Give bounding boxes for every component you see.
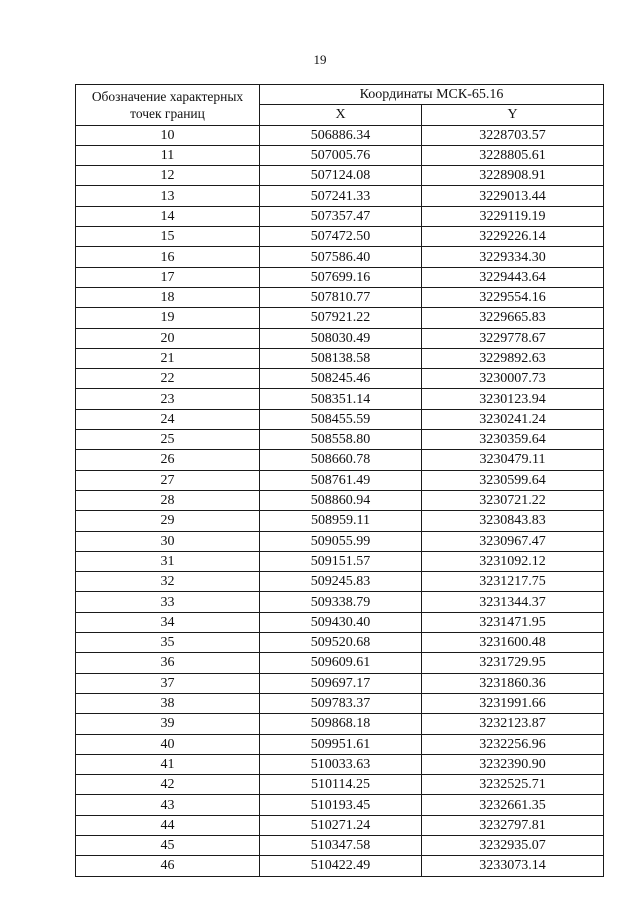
x-coordinate-cell: 507586.40 (260, 247, 422, 267)
table-row (76, 551, 604, 571)
y-coordinate-cell: 3229778.67 (422, 328, 604, 348)
y-coordinate-cell: 3231600.48 (422, 633, 604, 653)
point-number-cell: 36 (76, 653, 260, 673)
x-coordinate-cell: 509520.68 (260, 633, 422, 653)
table-row (76, 693, 604, 713)
point-number-cell: 29 (76, 511, 260, 531)
y-coordinate-cell: 3232525.71 (422, 775, 604, 795)
point-number-cell: 34 (76, 612, 260, 632)
x-coordinate-cell: 509783.37 (260, 693, 422, 713)
point-number-cell: 35 (76, 633, 260, 653)
y-coordinate-cell: 3230843.83 (422, 511, 604, 531)
x-coordinate-cell: 509697.17 (260, 673, 422, 693)
table-row (76, 815, 604, 835)
point-number-cell: 17 (76, 267, 260, 287)
table-row (76, 186, 604, 206)
table-row (76, 714, 604, 734)
y-coordinate-cell: 3231860.36 (422, 673, 604, 693)
table-row (76, 795, 604, 815)
y-coordinate-cell: 3230359.64 (422, 430, 604, 450)
y-coordinate-cell: 3232123.87 (422, 714, 604, 734)
table-row (76, 389, 604, 409)
y-coordinate-cell: 3229554.16 (422, 287, 604, 307)
table-row (76, 470, 604, 490)
y-coordinate-cell: 3230007.73 (422, 369, 604, 389)
y-coordinate-cell: 3228703.57 (422, 125, 604, 145)
y-coordinate-cell: 3229665.83 (422, 308, 604, 328)
table-row (76, 572, 604, 592)
x-coordinate-cell: 507357.47 (260, 206, 422, 226)
table-row (76, 308, 604, 328)
point-number-cell: 32 (76, 572, 260, 592)
y-coordinate-cell: 3228908.91 (422, 166, 604, 186)
x-coordinate-cell: 509055.99 (260, 531, 422, 551)
table-body (76, 125, 604, 876)
x-coordinate-cell: 508860.94 (260, 490, 422, 510)
point-number-cell: 44 (76, 815, 260, 835)
y-coordinate-cell: 3230721.22 (422, 490, 604, 510)
x-coordinate-cell: 508761.49 (260, 470, 422, 490)
point-number-cell: 27 (76, 470, 260, 490)
point-number-cell: 38 (76, 693, 260, 713)
y-coordinate-cell: 3230479.11 (422, 450, 604, 470)
table-row (76, 125, 604, 145)
y-coordinate-cell: 3231729.95 (422, 653, 604, 673)
coordinates-header: Координаты МСК-65.16 (260, 85, 604, 105)
x-coordinate-cell: 509245.83 (260, 572, 422, 592)
x-coordinate-cell: 508959.11 (260, 511, 422, 531)
point-number-cell: 11 (76, 145, 260, 165)
table-row (76, 409, 604, 429)
y-coordinate-cell: 3229892.63 (422, 348, 604, 368)
table-row (76, 835, 604, 855)
point-number-cell: 22 (76, 369, 260, 389)
x-coordinate-cell: 510193.45 (260, 795, 422, 815)
y-coordinate-cell: 3231991.66 (422, 693, 604, 713)
point-number-cell: 39 (76, 714, 260, 734)
x-coordinate-cell: 508660.78 (260, 450, 422, 470)
x-coordinate-cell: 508455.59 (260, 409, 422, 429)
coordinates-table (75, 84, 604, 877)
point-number-cell: 18 (76, 287, 260, 307)
x-coordinate-cell: 510422.49 (260, 856, 422, 876)
x-coordinate-cell: 507921.22 (260, 308, 422, 328)
x-coordinate-cell: 509430.40 (260, 612, 422, 632)
table-row (76, 633, 604, 653)
table-row (76, 775, 604, 795)
y-coordinate-cell: 3229334.30 (422, 247, 604, 267)
point-designation-header: Обозначение характерных точек границ (76, 85, 260, 126)
y-coordinate-cell: 3232797.81 (422, 815, 604, 835)
page-number: 19 (313, 52, 327, 67)
table-row (76, 754, 604, 774)
point-number-cell: 45 (76, 835, 260, 855)
x-coordinate-cell: 509338.79 (260, 592, 422, 612)
y-coordinate-cell: 3230241.24 (422, 409, 604, 429)
y-coordinate-cell: 3231344.37 (422, 592, 604, 612)
table-header (76, 85, 604, 126)
point-number-cell: 42 (76, 775, 260, 795)
table-row (76, 490, 604, 510)
table-row (76, 328, 604, 348)
table-row (76, 206, 604, 226)
x-coordinate-cell: 510347.58 (260, 835, 422, 855)
table-row (76, 653, 604, 673)
point-number-cell: 40 (76, 734, 260, 754)
y-coordinate-cell: 3229119.19 (422, 206, 604, 226)
y-coordinate-cell: 3232935.07 (422, 835, 604, 855)
x-coordinate-cell: 509868.18 (260, 714, 422, 734)
x-coordinate-cell: 508138.58 (260, 348, 422, 368)
x-coordinate-cell: 508030.49 (260, 328, 422, 348)
x-coordinate-cell: 508351.14 (260, 389, 422, 409)
table-row (76, 612, 604, 632)
y-coordinate-cell: 3231092.12 (422, 551, 604, 571)
table-row (76, 267, 604, 287)
point-number-cell: 12 (76, 166, 260, 186)
x-coordinate-cell: 506886.34 (260, 125, 422, 145)
point-number-cell: 21 (76, 348, 260, 368)
table-row (76, 247, 604, 267)
table-row (76, 348, 604, 368)
point-number-cell: 28 (76, 490, 260, 510)
y-coordinate-cell: 3229013.44 (422, 186, 604, 206)
x-coordinate-cell: 507472.50 (260, 227, 422, 247)
point-number-cell: 13 (76, 186, 260, 206)
y-coordinate-cell: 3231471.95 (422, 612, 604, 632)
y-coordinate-cell: 3230599.64 (422, 470, 604, 490)
point-number-cell: 16 (76, 247, 260, 267)
x-coordinate-cell: 507005.76 (260, 145, 422, 165)
point-number-cell: 43 (76, 795, 260, 815)
point-number-cell: 24 (76, 409, 260, 429)
table-row (76, 430, 604, 450)
y-coordinate-cell: 3228805.61 (422, 145, 604, 165)
header-row-1 (76, 85, 604, 105)
y-coordinate-cell: 3232390.90 (422, 754, 604, 774)
y-coordinate-cell: 3229226.14 (422, 227, 604, 247)
table-row (76, 369, 604, 389)
table-row (76, 511, 604, 531)
point-number-cell: 20 (76, 328, 260, 348)
point-number-cell: 37 (76, 673, 260, 693)
y-coordinate-cell: 3230967.47 (422, 531, 604, 551)
x-coordinate-cell: 510271.24 (260, 815, 422, 835)
x-coordinate-cell: 508558.80 (260, 430, 422, 450)
x-coordinate-cell: 509609.61 (260, 653, 422, 673)
y-coordinate-cell: 3231217.75 (422, 572, 604, 592)
x-coordinate-cell: 507810.77 (260, 287, 422, 307)
point-number-cell: 10 (76, 125, 260, 145)
point-number-cell: 33 (76, 592, 260, 612)
point-number-cell: 25 (76, 430, 260, 450)
point-number-cell: 14 (76, 206, 260, 226)
x-header: X (260, 105, 422, 125)
x-coordinate-cell: 507241.33 (260, 186, 422, 206)
x-coordinate-cell: 507699.16 (260, 267, 422, 287)
x-coordinate-cell: 510114.25 (260, 775, 422, 795)
table-row (76, 856, 604, 876)
table-row (76, 531, 604, 551)
y-coordinate-cell: 3232661.35 (422, 795, 604, 815)
point-number-cell: 46 (76, 856, 260, 876)
point-number-cell: 26 (76, 450, 260, 470)
point-number-cell: 15 (76, 227, 260, 247)
y-coordinate-cell: 3230123.94 (422, 389, 604, 409)
table-row (76, 450, 604, 470)
y-header: Y (422, 105, 604, 125)
table-row (76, 592, 604, 612)
point-number-cell: 23 (76, 389, 260, 409)
point-number-cell: 31 (76, 551, 260, 571)
y-coordinate-cell: 3229443.64 (422, 267, 604, 287)
x-coordinate-cell: 509151.57 (260, 551, 422, 571)
table-row (76, 287, 604, 307)
point-number-cell: 30 (76, 531, 260, 551)
table-row (76, 734, 604, 754)
x-coordinate-cell: 507124.08 (260, 166, 422, 186)
point-number-cell: 41 (76, 754, 260, 774)
table-row (76, 145, 604, 165)
x-coordinate-cell: 510033.63 (260, 754, 422, 774)
x-coordinate-cell: 509951.61 (260, 734, 422, 754)
x-coordinate-cell: 508245.46 (260, 369, 422, 389)
y-coordinate-cell: 3233073.14 (422, 856, 604, 876)
point-number-cell: 19 (76, 308, 260, 328)
table-row (76, 166, 604, 186)
y-coordinate-cell: 3232256.96 (422, 734, 604, 754)
table-row (76, 227, 604, 247)
table-row (76, 673, 604, 693)
